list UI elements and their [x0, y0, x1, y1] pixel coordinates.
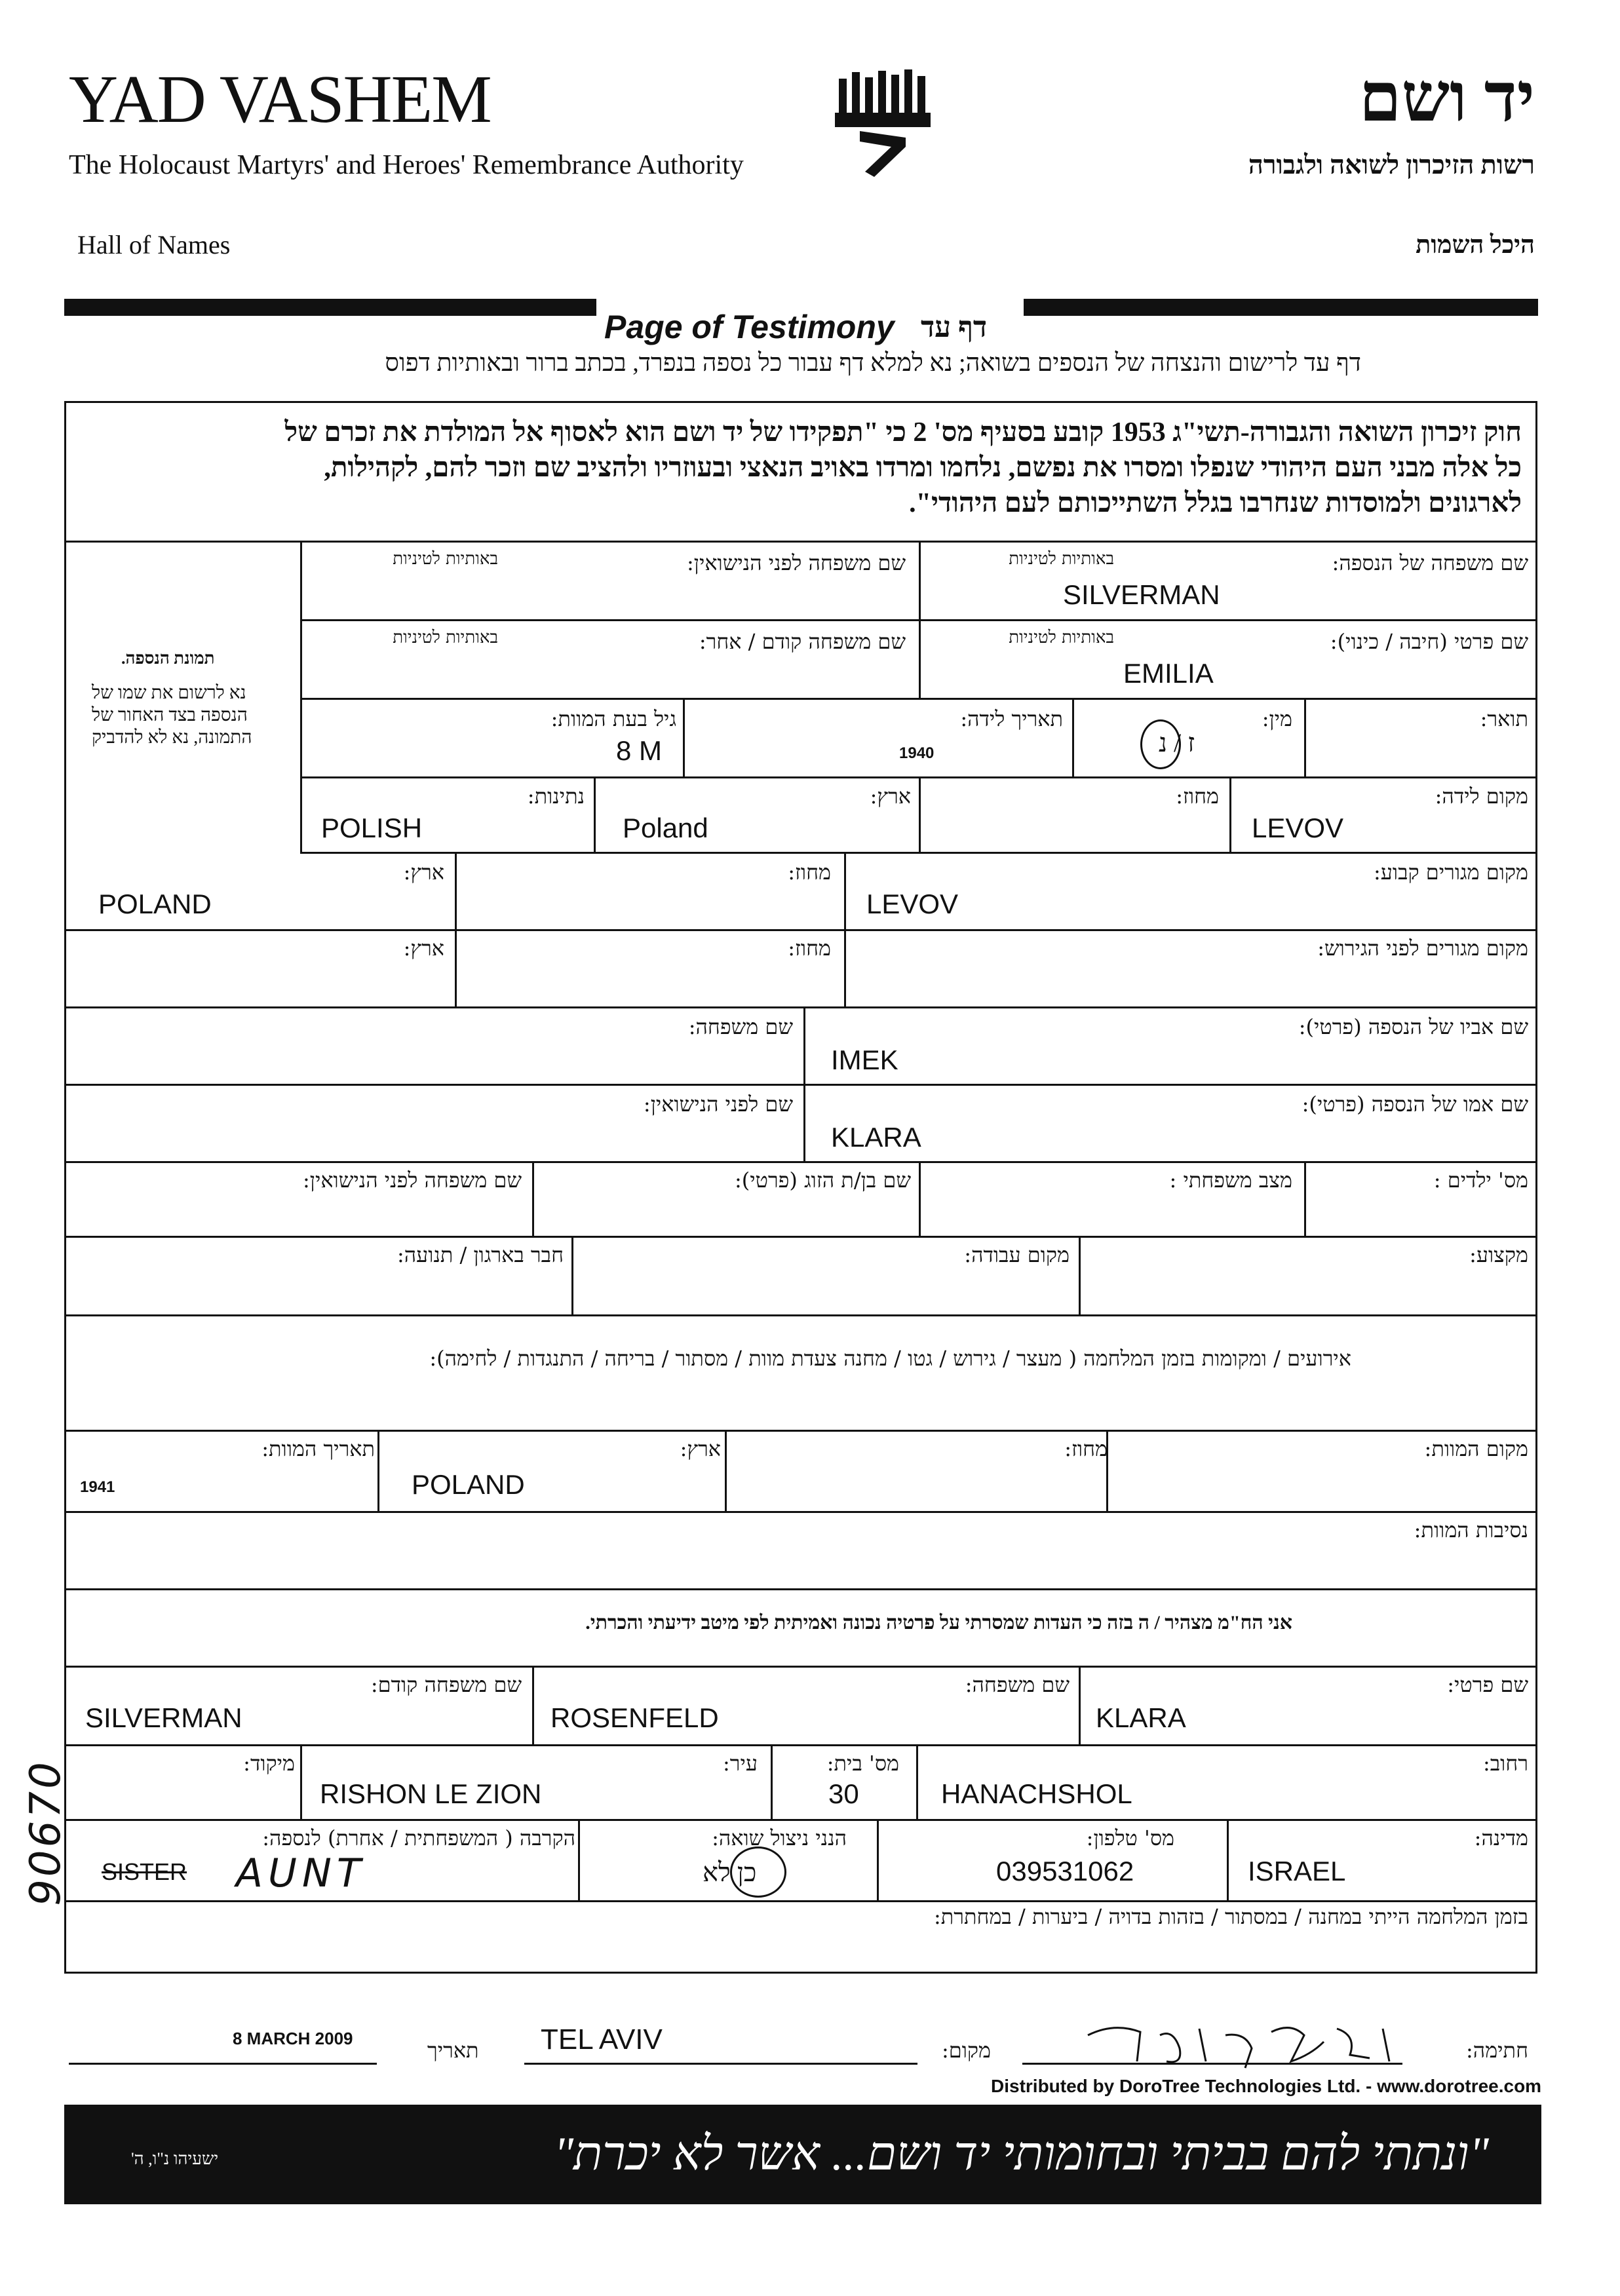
value-death-country[interactable]: POLAND [412, 1469, 525, 1500]
value-first-name[interactable]: EMILIA [1123, 658, 1214, 689]
value-birth-country[interactable]: Poland [623, 813, 708, 843]
org-subtitle-he: רשות הזיכרון לשואה ולגבורה [1248, 150, 1535, 180]
label-latin-3: באותיות לטיניות [1009, 628, 1114, 647]
label-relation: הקרבה ( המשפחתית / אחרת) לנספה: [262, 1826, 575, 1850]
org-name-en: YAD VASHEM [69, 62, 491, 137]
form-title-en: Page of Testimony [604, 309, 895, 345]
label-num-children: מס' ילדים : [1433, 1168, 1528, 1193]
value-sub-prev[interactable]: SILVERMAN [85, 1702, 242, 1733]
label-state: מדינה: [1474, 1826, 1528, 1850]
hall-of-names-he: היכל השמות [1416, 231, 1535, 259]
label-street: רחוב: [1482, 1751, 1528, 1776]
label-father-name: שם אביו של הנספה (פרטי): [1298, 1014, 1528, 1039]
label-sub-prev: שם משפחה קודם: [370, 1672, 522, 1697]
label-phone: מס' טלפון: [1086, 1826, 1174, 1850]
label-sub-family: שם משפחה: [965, 1672, 1070, 1697]
label-survivor: הנני ניצול שואה: [712, 1826, 847, 1850]
value-mother[interactable]: KLARA [831, 1122, 921, 1153]
label-gender: מין: [1262, 706, 1292, 731]
label-perm-residence: מקום מגורים קבוע: [1373, 860, 1528, 885]
label-mother-name: שם אמו של הנספה (פרטי): [1302, 1092, 1528, 1117]
label-death-country: ארץ: [680, 1436, 721, 1461]
label-place: מקום: [941, 2038, 991, 2063]
org-subtitle-en: The Holocaust Martyrs' and Heroes' Remembrance Authority [69, 150, 744, 180]
distributed-by: Distributed by DoroTree Technologies Ltd. - www.dorotree.com [991, 2076, 1542, 2096]
label-latin-1: באותיות לטיניות [1009, 549, 1114, 569]
photo-line1: נא לרשום את שמו של [92, 683, 246, 703]
label-perm-country: ארץ: [403, 860, 444, 885]
value-sub-first[interactable]: KLARA [1096, 1702, 1186, 1733]
value-father[interactable]: IMEK [831, 1044, 898, 1075]
value-phone[interactable]: 039531062 [996, 1856, 1134, 1886]
photo-title: תמונת הנספה. [121, 649, 215, 668]
label-title: תואר: [1480, 706, 1528, 731]
value-street[interactable]: HANACHSHOL [941, 1778, 1132, 1809]
label-residence-before: מקום מגורים לפני הגירוש: [1317, 936, 1528, 961]
label-house-no: מס' בית: [826, 1751, 899, 1776]
title-bar-right [1024, 299, 1538, 316]
hall-of-names-en: Hall of Names [77, 230, 231, 259]
value-victim-last-name[interactable]: SILVERMAN [1063, 579, 1220, 610]
value-perm-place[interactable]: LEVOV [866, 889, 959, 919]
label-date: תאריך [427, 2038, 479, 2063]
law-text-line1: חוק זיכרון השואה והגבורה-תשי"ג 1953 קובע בסעיף מס' 2 כי "תפקידו של יד ושם הוא לאסוף אל המולדת את זכרם של [284, 417, 1522, 448]
value-house-no[interactable]: 30 [828, 1778, 859, 1809]
title-bar-left [64, 299, 596, 316]
value-survivor[interactable]: כן לא [703, 1858, 757, 1887]
label-spouse-maiden: שם משפחה לפני הנישואין: [303, 1168, 522, 1193]
law-text-line3: לארגונים ולמוסדות שנחרבו בגלל השתייכותם לעם היהודי". [909, 488, 1522, 518]
value-perm-country[interactable]: POLAND [98, 889, 212, 919]
margin-number: 90670 [22, 1759, 70, 1906]
handwritten-signature [1075, 2009, 1416, 2075]
label-marital-status: מצב משפחתי : [1169, 1168, 1292, 1193]
value-gender[interactable]: ז / נ [1159, 728, 1195, 757]
label-mother-maiden: שם לפני הנישואין: [643, 1092, 793, 1117]
value-relation-handwritten[interactable]: AUNT [236, 1850, 366, 1896]
value-city[interactable]: RISHON LE ZION [320, 1778, 542, 1809]
label-organization: חבר בארגון / תנועה: [396, 1242, 564, 1267]
survivor-circle [730, 1846, 786, 1898]
value-sign-date[interactable]: 8 MARCH 2009 [233, 2029, 353, 2048]
value-sub-family[interactable]: ROSENFELD [550, 1702, 719, 1733]
label-before-region: מחוז: [788, 936, 831, 961]
label-latin-4: באותיות לטיניות [393, 628, 498, 647]
label-workplace: מקום עבודה: [964, 1242, 1070, 1267]
law-text-line2: כל אלה מבני העם היהודי שנפלו ומסרו את נפשם, נלחמו ומרדו באויב הנאצי ובעוזריו ולהציב שם וזכר להם, לקהילות, [324, 453, 1522, 483]
date-line [69, 2063, 377, 2065]
label-age-at-death: גיל בעת המוות: [550, 706, 676, 731]
label-before-country: ארץ: [403, 936, 444, 961]
label-father-family: שם משפחה: [688, 1014, 793, 1039]
label-signature: חתימה: [1466, 2038, 1528, 2063]
value-sign-place[interactable]: TEL AVIV [541, 2023, 663, 2056]
label-birth-date: תאריך לידה: [960, 706, 1063, 731]
label-death-region: מחוז: [1064, 1436, 1108, 1461]
label-spouse-name: שם בן/ת הזוג (פרטי): [734, 1168, 911, 1193]
value-birth-year[interactable]: 1940 [899, 744, 935, 762]
footer-source: ישעיהו נ"ו, ה' [131, 2149, 219, 2168]
label-birth-place: מקום לידה: [1435, 784, 1528, 809]
label-perm-region: מחוז: [788, 860, 831, 885]
footer-quote: "ונתתי להם בביתי ובחומותי יד ושם... אשר לא יכרת" [553, 2128, 1489, 2180]
value-birth-place[interactable]: LEVOV [1252, 813, 1344, 843]
label-death-date: תאריך המוות: [261, 1436, 375, 1461]
value-death-year[interactable]: 1941 [80, 1478, 115, 1496]
label-nationality: נתינות: [527, 784, 585, 809]
photo-line2: הנספה בצד האחור של [92, 705, 248, 725]
value-state[interactable]: ISRAEL [1248, 1856, 1346, 1886]
label-first-name: שם פרטי (חיבה / כינוי): [1330, 629, 1528, 654]
label-death-place: מקום המוות: [1424, 1436, 1528, 1461]
label-zip: מיקוד: [243, 1751, 295, 1776]
declaration: אני הח"מ מצהיר / ה בזה כי העדות שמסרתי על פרטיה נכונה ואמיתית לפי מיטב ידיעתי והכרתי. [585, 1612, 1292, 1634]
label-sub-first: שם פרטי: [1447, 1672, 1528, 1697]
place-line [524, 2063, 917, 2065]
photo-line3: התמונה, נא לא להדביק [92, 727, 252, 748]
value-nationality[interactable]: POLISH [321, 813, 423, 843]
value-age-at-death[interactable]: 8 M [616, 735, 663, 766]
label-birth-country: ארץ: [870, 784, 911, 809]
label-latin-2: באותיות לטיניות [393, 549, 498, 569]
label-prev-last-name: שם משפחה קודם / אחר: [699, 629, 906, 654]
value-relation-struck[interactable]: SISTER [102, 1858, 187, 1885]
org-name-he: יד ושם [1359, 60, 1535, 136]
gender-circle [1140, 719, 1181, 769]
label-during-war: בזמן המלחמה הייתי במחנה / במסתור / בזהות בדויה / ביערות / במחתרת: [933, 1904, 1528, 1929]
yad-vashem-logo [834, 66, 938, 183]
label-victim-last-name: שם משפחה של הנספה: [1332, 550, 1528, 575]
label-death-circumstances: נסיבות המוות: [1414, 1518, 1528, 1542]
label-city: עיר: [723, 1751, 758, 1776]
label-profession: מקצוע: [1469, 1242, 1528, 1267]
form-instructions: דף עד לרישום והנצחה של הנספים בשואה; נא למלא דף עבור כל נספה בנפרד, בכתב ברור ובאותיות דפוס [385, 349, 1361, 377]
label-maiden-name: שם משפחה לפני הנישואין: [687, 550, 906, 575]
form-title-he: דף עד [921, 311, 988, 343]
label-war-events: אירועים / ומקומות בזמן המלחמה ( מעצר / גירוש / גטו / מחנה צעדת מוות / מסתור / בריחה / התנגדות / לחימה): [429, 1346, 1351, 1371]
label-birth-region: מחוז: [1176, 784, 1219, 809]
